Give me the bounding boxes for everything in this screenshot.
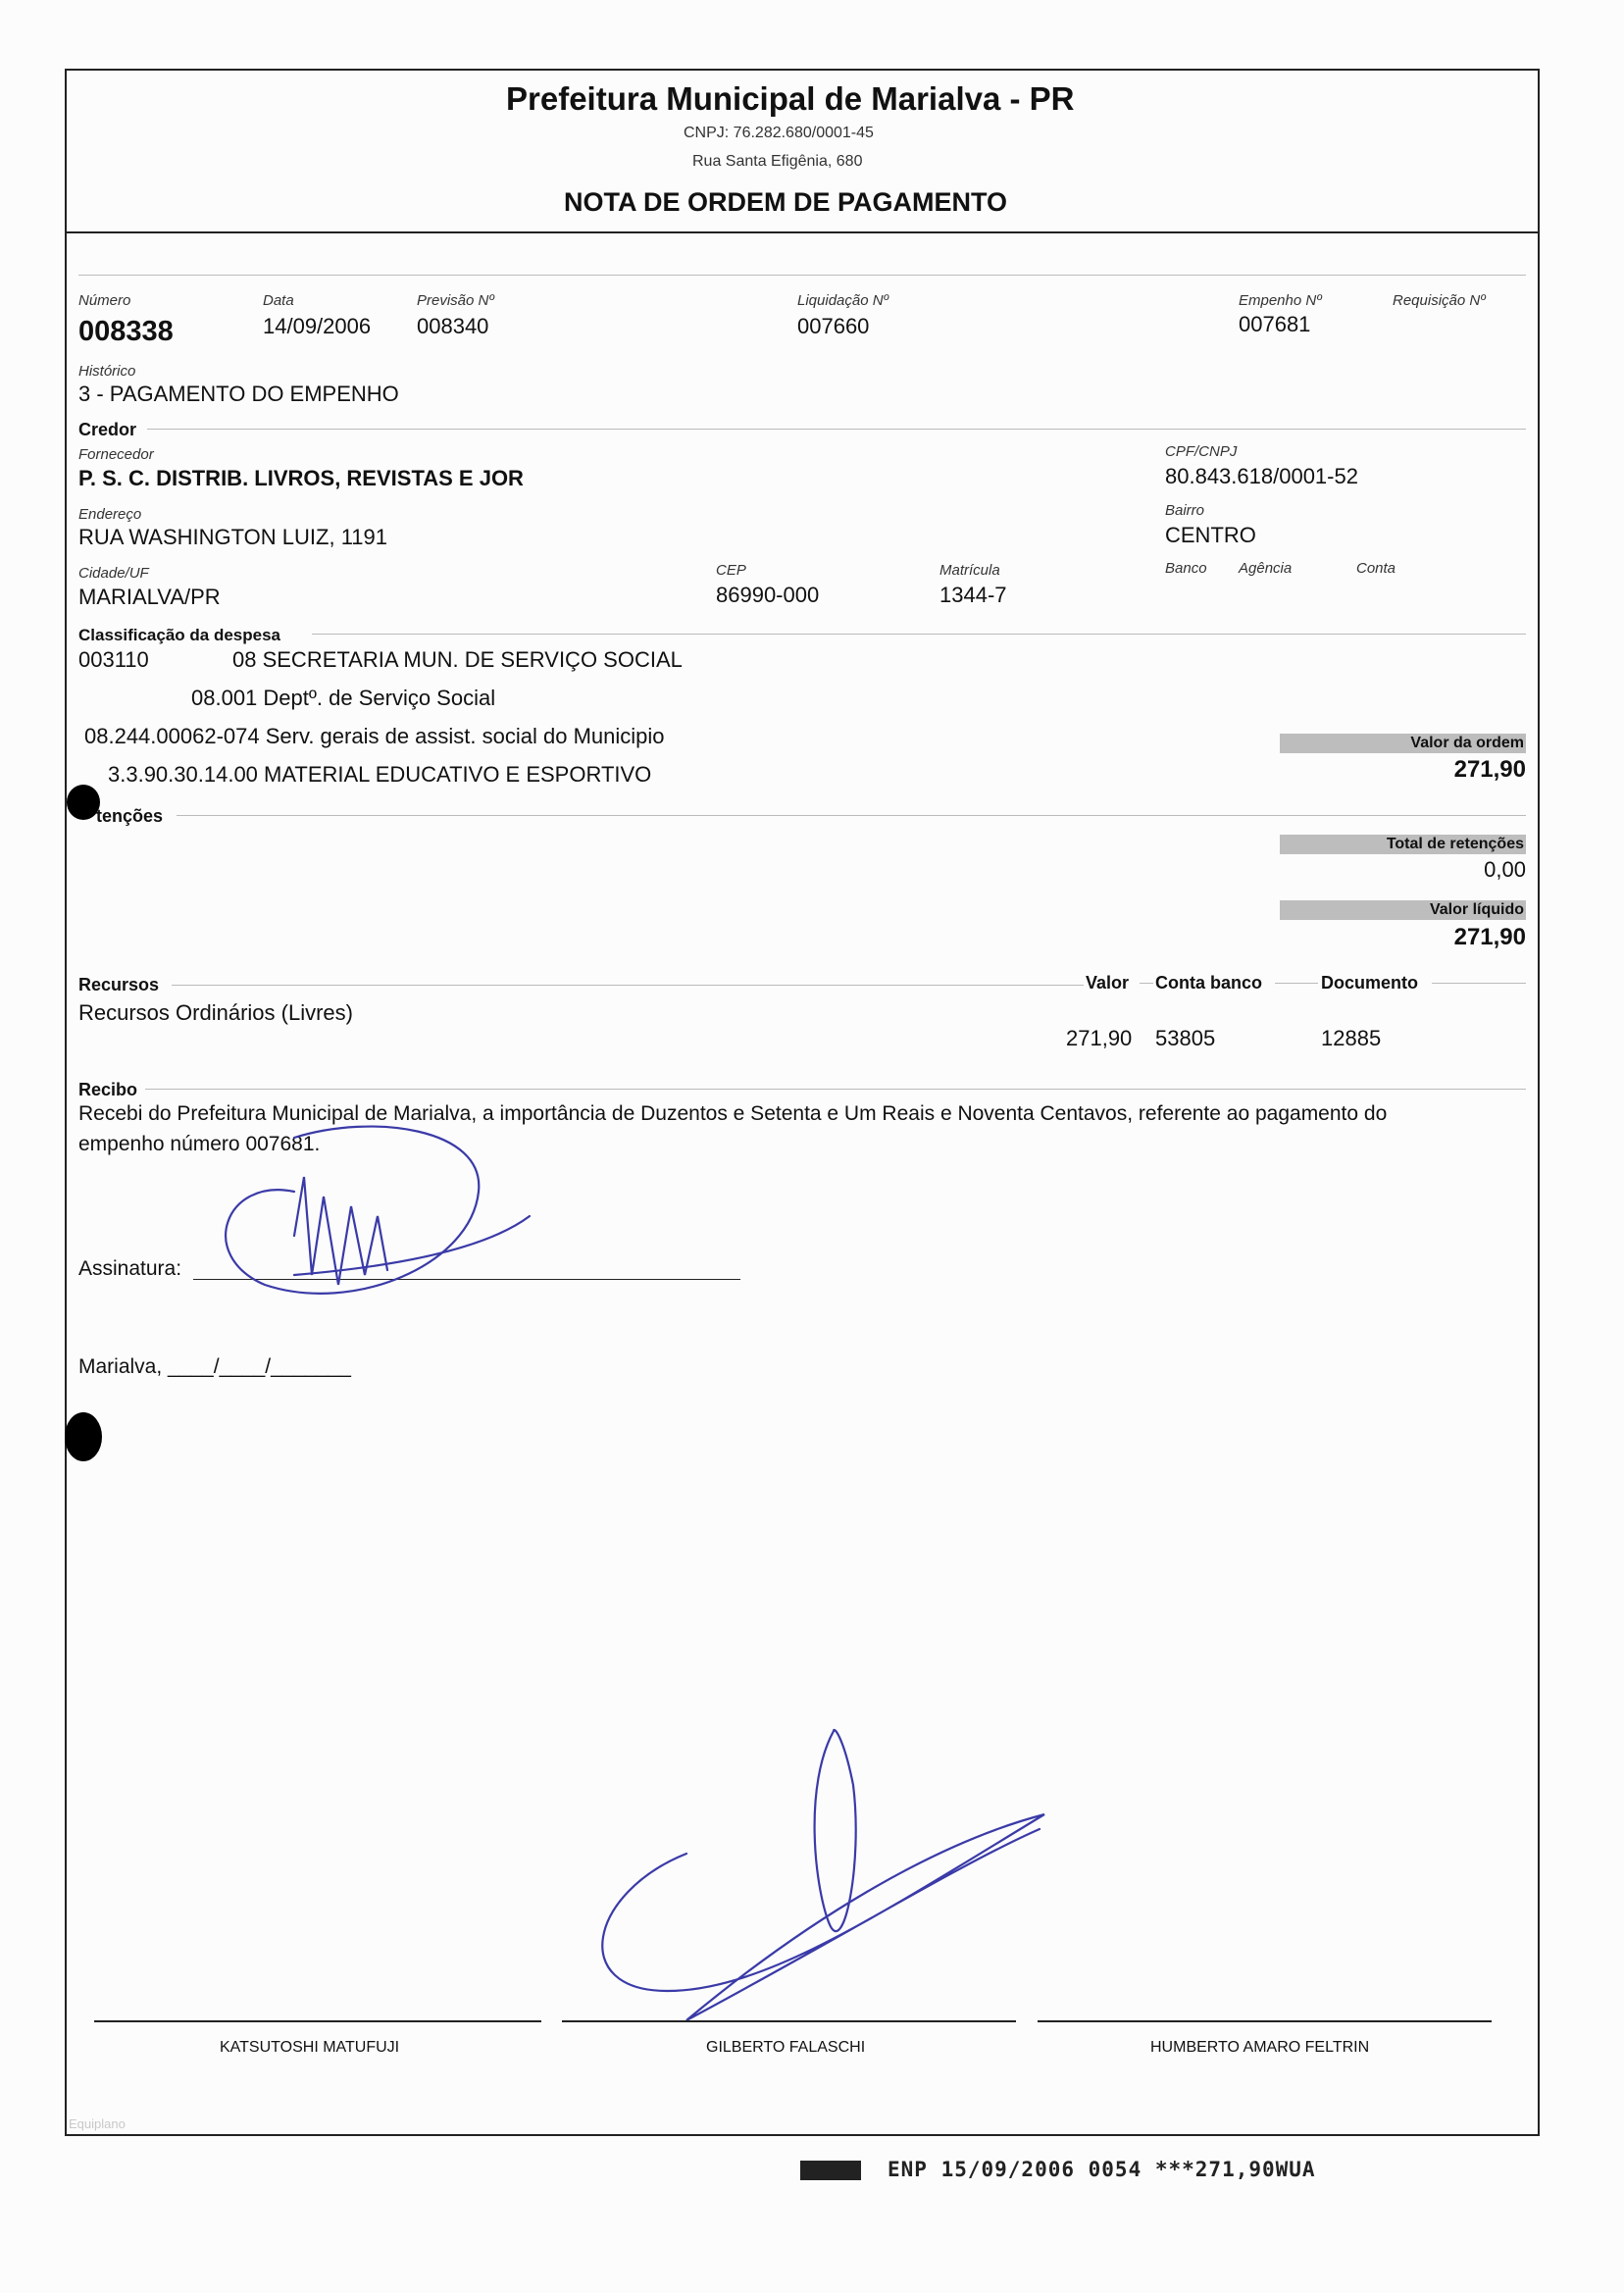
numero-value: 008338 <box>78 316 174 347</box>
bank-stamp-text: ENP 15/09/2006 0054 ***271,90WUA <box>888 2158 1316 2181</box>
recibo-section-title: Recibo <box>78 1080 138 1099</box>
signatory-name-3: HUMBERTO AMARO FELTRIN <box>1150 2039 1370 2056</box>
credor-section-title: Credor <box>78 420 137 439</box>
footer-signature <box>602 1730 1044 2020</box>
data-value: 14/09/2006 <box>263 314 372 338</box>
recibo-signature <box>226 1127 530 1294</box>
bairro-label: Bairro <box>1165 502 1205 519</box>
address-text: Rua Santa Efigênia, 680 <box>692 153 863 170</box>
recursos-valor-header: Valor <box>1086 973 1130 993</box>
recursos-section-title: Recursos <box>78 975 160 994</box>
bairro-value: CENTRO <box>1165 523 1256 547</box>
recibo-text-line1: Recebi do Prefeitura Municipal de Marialva, a importância de Duzentos e Setenta e Um Reais e Noventa Centavos, referente ao pagamento do <box>78 1102 1388 1125</box>
banco-label: Banco <box>1165 560 1207 577</box>
signatory-line-2 <box>562 2020 1016 2022</box>
classificacao-section-title: Classificação da despesa <box>78 626 281 644</box>
municipality-title: Prefeitura Municipal de Marialva - PR <box>506 80 1075 117</box>
numero-label: Número <box>78 292 131 309</box>
classificacao-natureza: 3.3.90.30.14.00 MATERIAL EDUCATIVO E ESPORTIVO <box>108 762 652 787</box>
matricula-label: Matrícula <box>939 562 1000 579</box>
liquidacao-value: 007660 <box>797 314 870 338</box>
local-data-label: Marialva, ____/____/_______ <box>78 1355 351 1378</box>
valor-ordem-value: 271,90 <box>1453 756 1526 783</box>
agencia-label: Agência <box>1239 560 1293 577</box>
recibo-text-line2: empenho número 007681. <box>78 1133 321 1155</box>
classificacao-code: 003110 <box>78 647 149 672</box>
previsao-label: Previsão Nº <box>417 292 494 309</box>
classificacao-orgao: 08 SECRETARIA MUN. DE SERVIÇO SOCIAL <box>232 647 683 672</box>
cpf-label: CPF/CNPJ <box>1165 443 1238 460</box>
historico-value: 3 - PAGAMENTO DO EMPENHO <box>78 382 399 406</box>
cpf-value: 80.843.618/0001-52 <box>1165 464 1358 488</box>
signatory-line-3 <box>1038 2020 1492 2022</box>
data-label: Data <box>263 292 294 309</box>
previsao-value: 008340 <box>417 314 489 338</box>
classificacao-funcional: 08.244.00062-074 Serv. gerais de assist. social do Municipio <box>84 724 665 748</box>
total-retencoes-value: 0,00 <box>1484 857 1526 882</box>
valor-liquido-value: 271,90 <box>1453 924 1526 950</box>
fornecedor-label: Fornecedor <box>78 446 154 463</box>
assinatura-label: Assinatura: <box>78 1257 182 1280</box>
bank-stamp-logo <box>800 2161 861 2180</box>
valor-ordem-label: Valor da ordem <box>1410 735 1524 751</box>
cidade-label: Cidade/UF <box>78 565 149 582</box>
endereco-label: Endereço <box>78 506 142 523</box>
classificacao-unidade: 08.001 Deptº. de Serviço Social <box>191 686 496 710</box>
matricula-value: 1344-7 <box>939 583 1007 607</box>
retencoes-section-title: tenções <box>96 806 164 826</box>
conta-label: Conta <box>1356 560 1396 577</box>
recursos-documento-header: Documento <box>1321 973 1418 993</box>
fornecedor-value: P. S. C. DISTRIB. LIVROS, REVISTAS E JOR <box>78 466 524 490</box>
recursos-conta-header: Conta banco <box>1155 973 1263 993</box>
equiplano-watermark: Equiplano <box>69 2116 126 2131</box>
cidade-value: MARIALVA/PR <box>78 585 221 609</box>
liquidacao-label: Liquidação Nº <box>797 292 889 309</box>
empenho-label: Empenho Nº <box>1239 292 1322 309</box>
cnpj-text: CNPJ: 76.282.680/0001-45 <box>684 125 874 141</box>
endereco-value: RUA WASHINGTON LUIZ, 1191 <box>78 525 388 549</box>
valor-liquido-label: Valor líquido <box>1429 901 1524 918</box>
recursos-conta: 53805 <box>1155 1026 1216 1050</box>
recursos-documento: 12885 <box>1321 1026 1382 1050</box>
signatory-line-1 <box>94 2020 541 2022</box>
signatory-name-2: GILBERTO FALASCHI <box>706 2039 866 2056</box>
recursos-valor: 271,90 <box>1066 1026 1133 1050</box>
signatory-name-1: KATSUTOSHI MATUFUJI <box>220 2039 400 2056</box>
recursos-descricao: Recursos Ordinários (Livres) <box>78 1000 353 1025</box>
requisicao-label: Requisição Nº <box>1393 292 1486 309</box>
empenho-value: 007681 <box>1239 312 1311 336</box>
document-title: NOTA DE ORDEM DE PAGAMENTO <box>564 187 1008 217</box>
historico-label: Histórico <box>78 363 136 380</box>
total-retencoes-label: Total de retenções <box>1386 836 1524 852</box>
cep-label: CEP <box>716 562 746 579</box>
cep-value: 86990-000 <box>716 583 820 607</box>
